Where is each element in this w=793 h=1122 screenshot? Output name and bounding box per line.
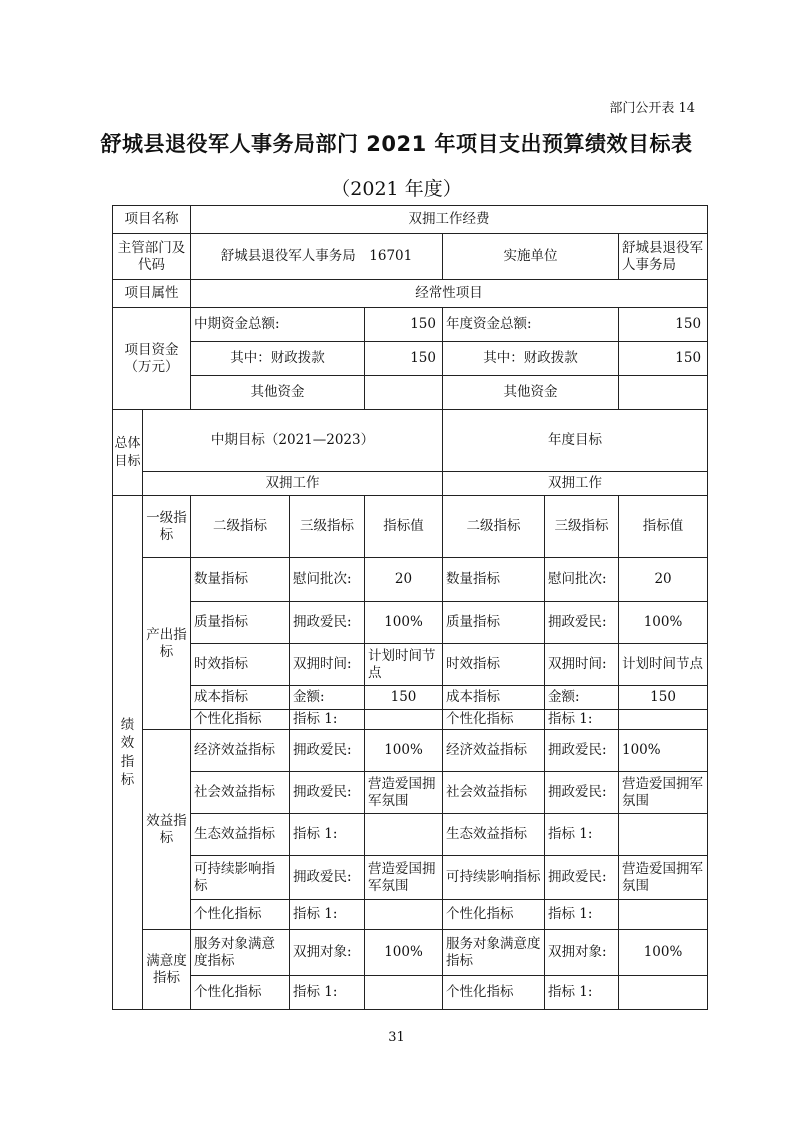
year-goal-label: 年度目标 [443, 410, 708, 472]
row-value-year: 营造爱国拥军氛围 [619, 856, 708, 900]
overall-goal-label: 总体目标 [113, 410, 143, 496]
row-l2-mid: 个性化指标 [191, 900, 290, 930]
row-value-mid [365, 710, 443, 730]
row-l3-year: 拥政爱民: [545, 772, 619, 814]
row-l2-year: 生态效益指标 [443, 814, 545, 856]
row-l3-year: 拥政爱民: [545, 730, 619, 772]
col-level2-year: 二级指标 [443, 496, 545, 558]
performance-target-table [112, 205, 708, 1010]
col-level1: 一级指标 [143, 496, 191, 558]
row-value-mid [365, 900, 443, 930]
row-l2-mid: 时效指标 [191, 644, 290, 686]
row-value-year: 100% [619, 930, 708, 976]
row-l2-mid: 经济效益指标 [191, 730, 290, 772]
row-l2-year: 时效指标 [443, 644, 545, 686]
project-fund-label: 项目资金（万元） [113, 308, 191, 410]
row-l2-year: 成本指标 [443, 686, 545, 710]
row-value-year [619, 814, 708, 856]
year-total-label: 年度资金总额: [443, 308, 619, 342]
row-l3-year: 双拥时间: [545, 644, 619, 686]
row-value-mid [365, 976, 443, 1010]
row-l3-year: 拥政爱民: [545, 602, 619, 644]
row-l3-year: 指标 1: [545, 814, 619, 856]
row-value-year [619, 710, 708, 730]
output-indicator-label: 产出指标 [143, 558, 191, 730]
row-value-year [619, 976, 708, 1010]
row-l2-year: 服务对象满意度指标 [443, 930, 545, 976]
row-l3-mid: 双拥对象: [290, 930, 365, 976]
mid-other-value [365, 376, 443, 410]
row-l2-mid: 生态效益指标 [191, 814, 290, 856]
row-l3-mid: 金额: [290, 686, 365, 710]
perf-indicator-label: 绩效指标 [113, 496, 143, 1010]
row-l3-year: 双拥对象: [545, 930, 619, 976]
row-l3-mid: 指标 1: [290, 900, 365, 930]
year-fiscal-value: 150 [619, 342, 708, 376]
row-l2-year: 社会效益指标 [443, 772, 545, 814]
page-title: 舒城县退役军人事务局部门 2021 年项目支出预算绩效目标表 [100, 132, 693, 156]
row-l3-year: 拥政爱民: [545, 856, 619, 900]
mid-fiscal-value: 150 [365, 342, 443, 376]
row-l3-year: 慰问批次: [545, 558, 619, 602]
year-goal-content: 双拥工作 [443, 472, 708, 496]
row-l3-year: 指标 1: [545, 900, 619, 930]
project-name-value: 双拥工作经费 [191, 206, 708, 234]
row-l3-year: 指标 1: [545, 976, 619, 1010]
mid-goal-content: 双拥工作 [143, 472, 443, 496]
year-fiscal-label: 其中：财政拨款 [443, 342, 619, 376]
col-value-year: 指标值 [619, 496, 708, 558]
row-value-mid: 营造爱国拥军氛围 [365, 856, 443, 900]
row-value-year: 计划时间节点 [619, 644, 708, 686]
dept-value: 舒城县退役军人事务局 16701 [191, 234, 443, 280]
mid-other-label: 其他资金 [191, 376, 365, 410]
row-value-year: 100% [619, 730, 708, 772]
row-l2-mid: 可持续影响指标 [191, 856, 290, 900]
row-value-mid: 100% [365, 930, 443, 976]
impl-unit-value: 舒城县退役军人事务局 [619, 234, 708, 280]
table-number-label: 部门公开表 14 [609, 101, 695, 116]
row-l3-mid: 拥政爱民: [290, 730, 365, 772]
row-l2-mid: 个性化指标 [191, 710, 290, 730]
row-value-mid: 20 [365, 558, 443, 602]
row-l3-mid: 拥政爱民: [290, 602, 365, 644]
mid-fiscal-label: 其中：财政拨款 [191, 342, 365, 376]
page-number: 31 [388, 1030, 405, 1045]
row-l2-mid: 数量指标 [191, 558, 290, 602]
row-l2-mid: 服务对象满意度指标 [191, 930, 290, 976]
row-l2-mid: 社会效益指标 [191, 772, 290, 814]
impl-unit-label: 实施单位 [443, 234, 619, 280]
row-l2-mid: 成本指标 [191, 686, 290, 710]
row-l2-year: 质量指标 [443, 602, 545, 644]
row-l3-mid: 指标 1: [290, 814, 365, 856]
row-l3-mid: 双拥时间: [290, 644, 365, 686]
project-attr-label: 项目属性 [113, 280, 191, 308]
year-total-value: 150 [619, 308, 708, 342]
dept-label: 主管部门及代码 [113, 234, 191, 280]
row-l3-mid: 拥政爱民: [290, 856, 365, 900]
row-l2-year: 个性化指标 [443, 976, 545, 1010]
row-value-mid: 营造爱国拥军氛围 [365, 772, 443, 814]
benefit-indicator-label: 效益指标 [143, 730, 191, 930]
col-level3-mid: 三级指标 [290, 496, 365, 558]
row-l3-mid: 指标 1: [290, 710, 365, 730]
mid-total-value: 150 [365, 308, 443, 342]
col-level3-year: 三级指标 [545, 496, 619, 558]
satisfaction-indicator-label: 满意度指标 [143, 930, 191, 1010]
row-value-mid: 100% [365, 730, 443, 772]
row-value-mid [365, 814, 443, 856]
project-attr-value: 经常性项目 [191, 280, 708, 308]
row-l3-mid: 慰问批次: [290, 558, 365, 602]
row-value-year: 20 [619, 558, 708, 602]
row-value-year: 100% [619, 602, 708, 644]
row-l2-year: 可持续影响指标 [443, 856, 545, 900]
mid-total-label: 中期资金总额: [191, 308, 365, 342]
row-l3-year: 指标 1: [545, 710, 619, 730]
row-l2-mid: 个性化指标 [191, 976, 290, 1010]
year-other-value [619, 376, 708, 410]
row-value-year: 营造爱国拥军氛围 [619, 772, 708, 814]
row-l2-year: 个性化指标 [443, 710, 545, 730]
row-value-year: 150 [619, 686, 708, 710]
row-value-mid: 150 [365, 686, 443, 710]
row-l3-mid: 拥政爱民: [290, 772, 365, 814]
row-l2-year: 数量指标 [443, 558, 545, 602]
mid-goal-label: 中期目标（2021—2023） [143, 410, 443, 472]
row-l2-year: 个性化指标 [443, 900, 545, 930]
col-level2-mid: 二级指标 [191, 496, 290, 558]
row-value-mid: 100% [365, 602, 443, 644]
project-name-label: 项目名称 [113, 206, 191, 234]
year-other-label: 其他资金 [443, 376, 619, 410]
page-subtitle: （2021 年度） [331, 178, 462, 200]
row-l3-mid: 指标 1: [290, 976, 365, 1010]
row-value-year [619, 900, 708, 930]
row-l3-year: 金额: [545, 686, 619, 710]
col-value-mid: 指标值 [365, 496, 443, 558]
row-l2-year: 经济效益指标 [443, 730, 545, 772]
row-value-mid: 计划时间节点 [365, 644, 443, 686]
row-l2-mid: 质量指标 [191, 602, 290, 644]
